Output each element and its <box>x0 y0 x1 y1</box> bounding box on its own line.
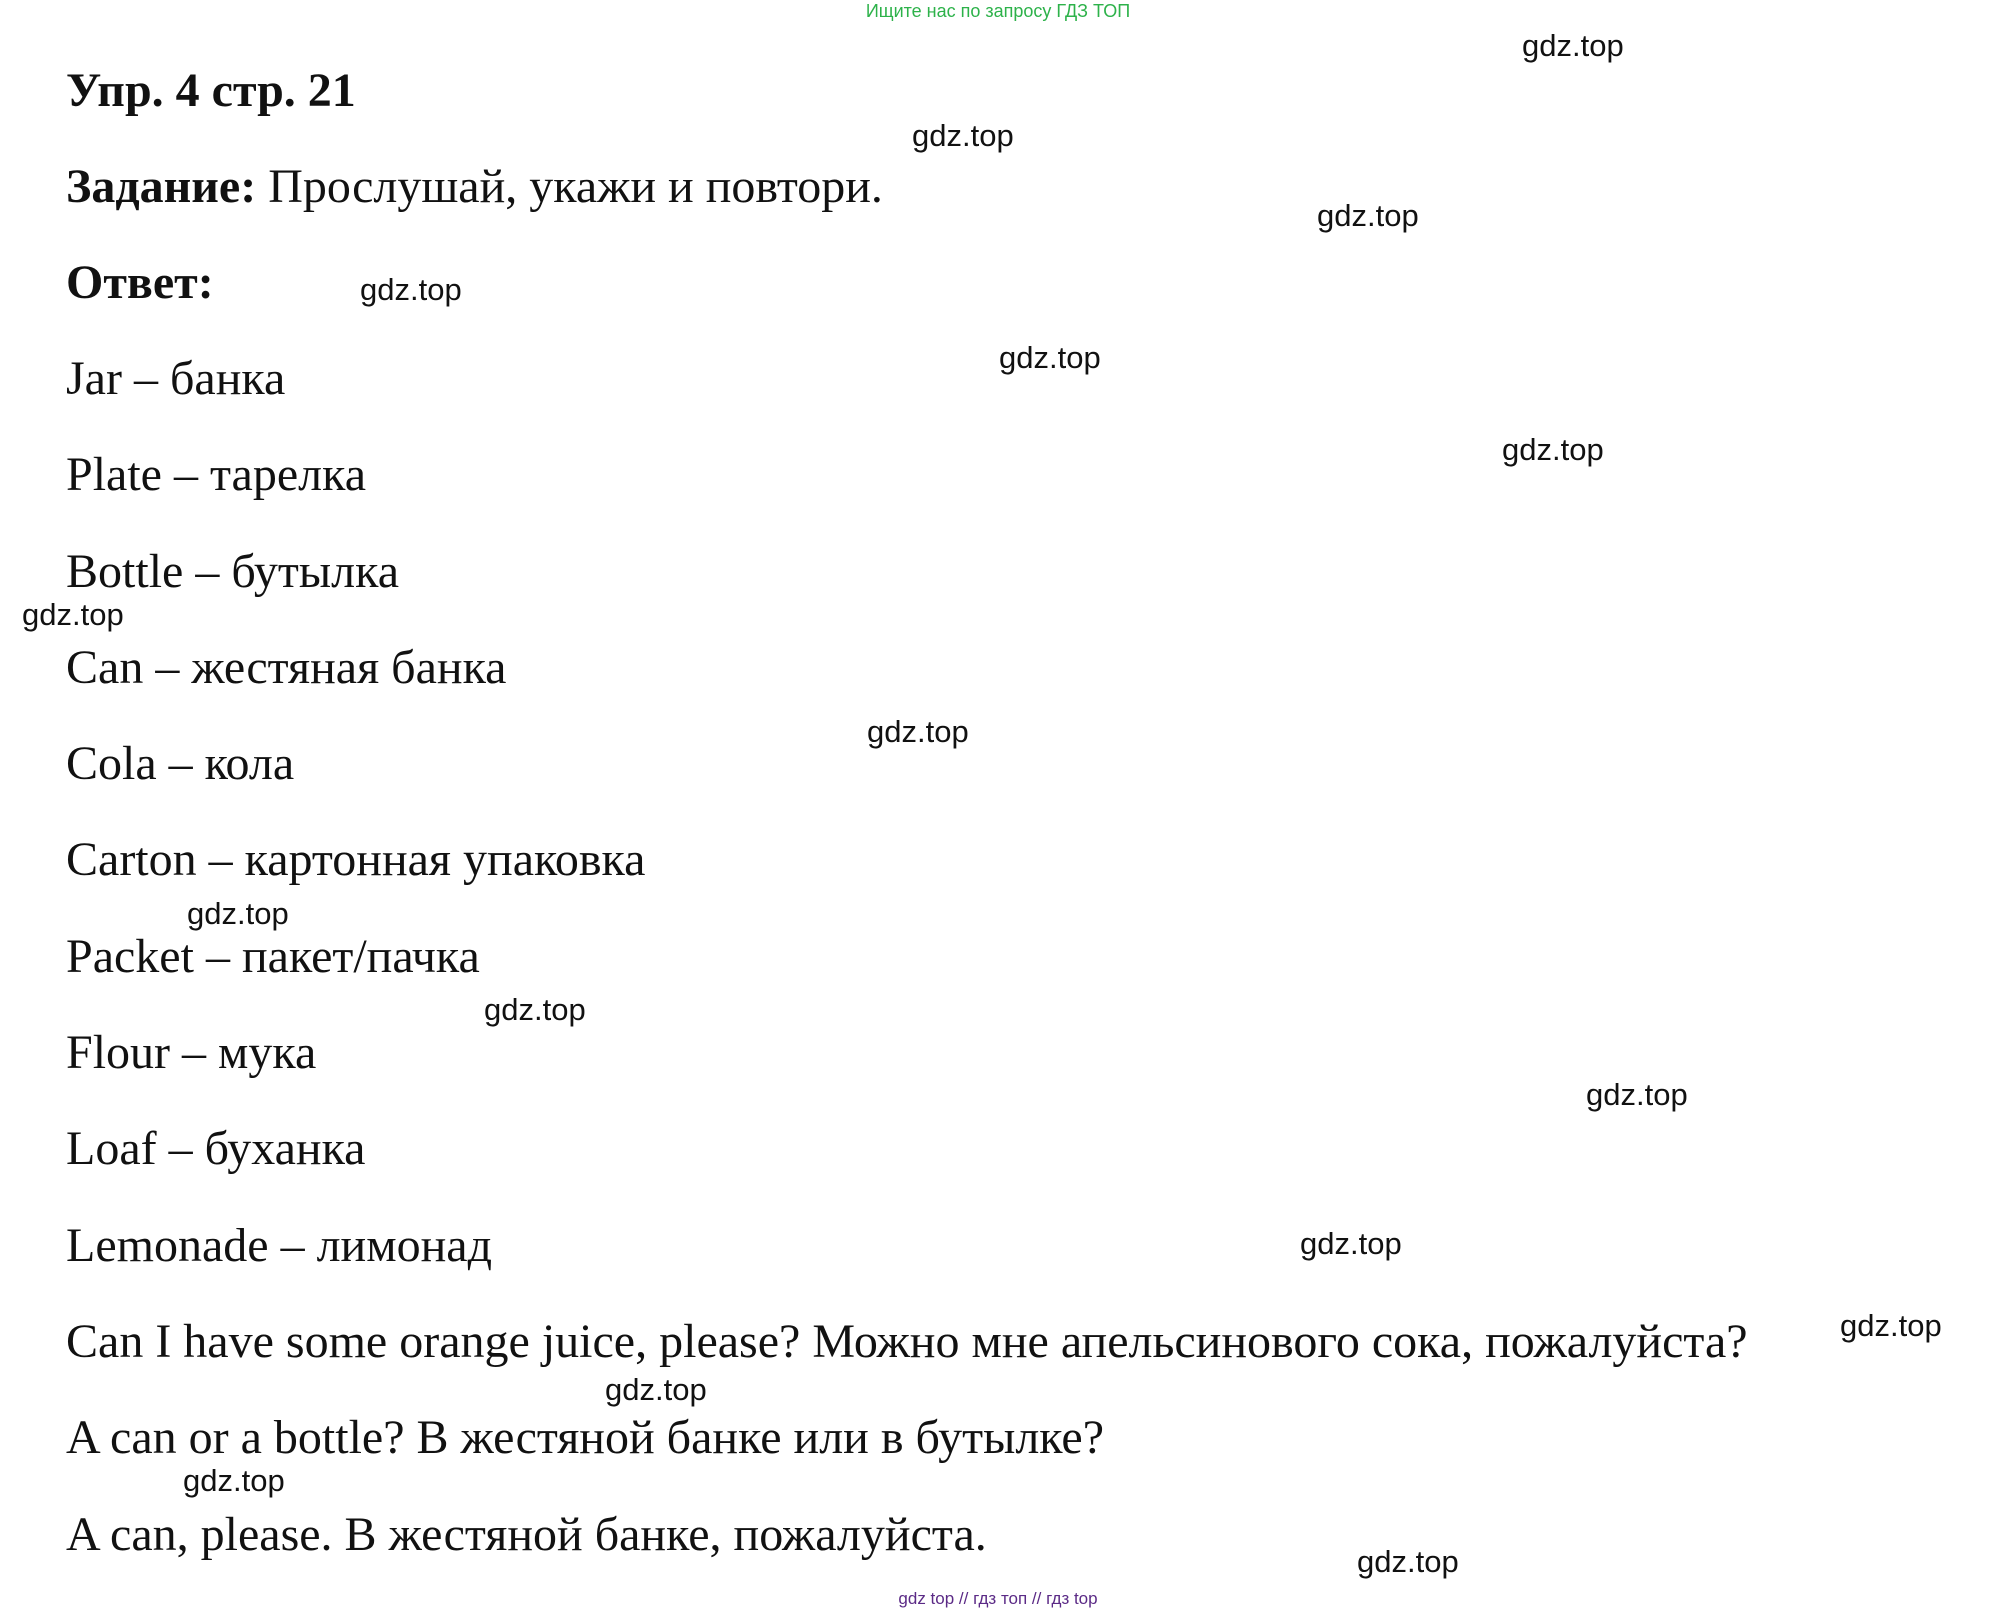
watermark: gdz.top <box>22 597 124 632</box>
watermark: gdz.top <box>912 118 1014 153</box>
watermark: gdz.top <box>1357 1544 1459 1579</box>
answer-label: Ответ: <box>66 256 214 309</box>
watermark: gdz.top <box>867 714 969 749</box>
watermark: gdz.top <box>1317 198 1419 233</box>
answer-line: Jar – банка <box>66 352 286 405</box>
answer-line: Packet – пакет/пачка <box>66 929 480 983</box>
answer-line: Cola – кола <box>66 737 295 791</box>
watermark: gdz.top <box>999 340 1101 375</box>
task-statement <box>66 158 883 216</box>
watermark: gdz.top <box>1300 1226 1402 1261</box>
answer-line: Can – жестяная банка <box>66 640 507 694</box>
top-banner: Ищите нас по запросу ГДЗ ТОП <box>865 1 1131 21</box>
answer-line: Plate – тарелка <box>66 448 366 502</box>
watermark: gdz.top <box>1586 1077 1688 1112</box>
watermark: gdz.top <box>484 992 586 1027</box>
watermark: gdz.top <box>1502 432 1604 467</box>
answer-line: Bottle – бутылка <box>66 544 399 598</box>
answer-line: Lemonade – лимонад <box>66 1218 492 1272</box>
task-label: Задание: <box>66 160 257 213</box>
watermark: gdz.top <box>605 1372 707 1407</box>
bottom-banner: gdz top // гдз топ // гдз top <box>898 1589 1098 1608</box>
watermark: gdz.top <box>183 1463 285 1498</box>
answer-line: Flour – мука <box>66 1026 317 1080</box>
watermark: gdz.top <box>1840 1308 1942 1343</box>
answer-line: Carton – картонная упаковка <box>66 833 646 887</box>
answer-line: A can, please. В жестяной банке, пожалуйста. <box>66 1507 987 1561</box>
answer-line: Can I have some orange juice, please? Можно мне апельсинового сока, пожалуйста? <box>66 1314 1748 1368</box>
watermark: gdz.top <box>1522 28 1624 63</box>
answer-line: Loaf – буханка <box>66 1122 366 1176</box>
page-title: Упр. 4 стр. 21 <box>66 64 356 117</box>
watermark: gdz.top <box>360 272 462 307</box>
watermark: gdz.top <box>187 896 289 931</box>
answer-line: A can or a bottle? В жестяной банке или в бутылке? <box>66 1411 1105 1465</box>
answer-list <box>66 350 1748 1602</box>
task-text: Прослушай, укажи и повтори. <box>256 160 883 213</box>
